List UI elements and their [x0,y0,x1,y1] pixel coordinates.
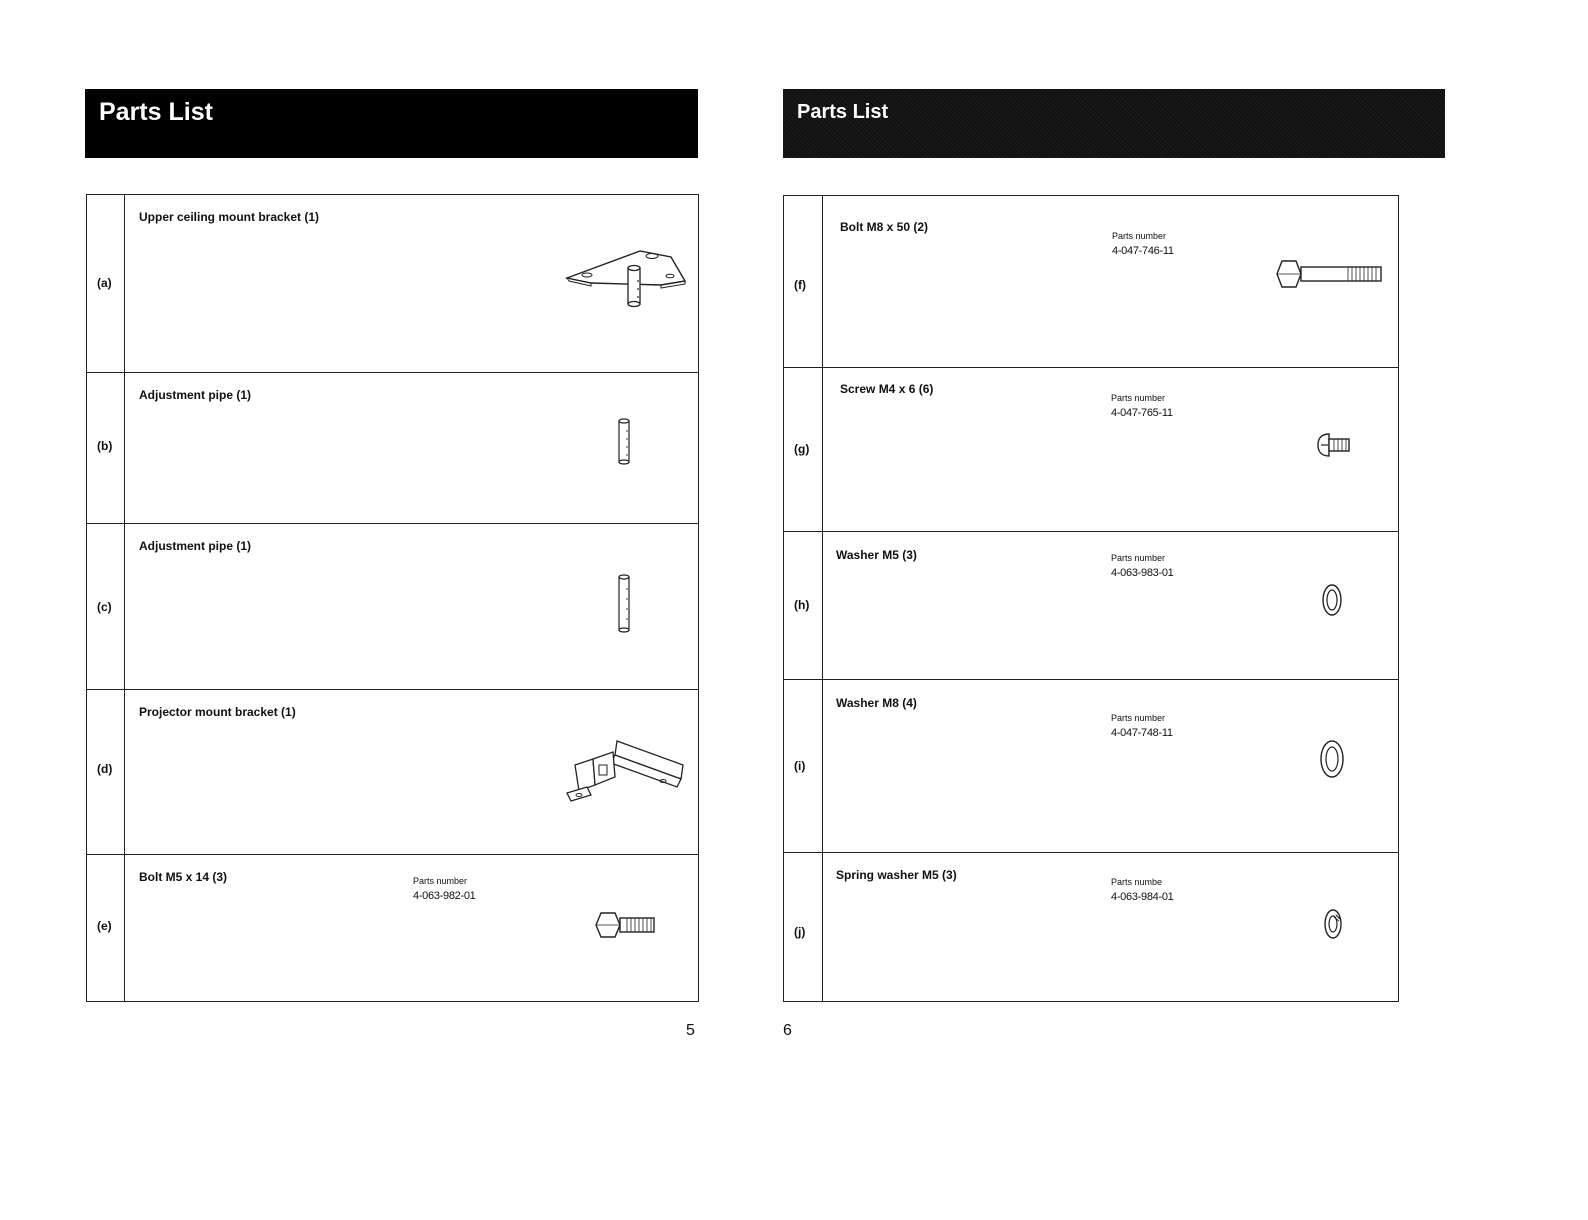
part-row-b [87,372,698,524]
part-row-g [784,367,1398,532]
row-letter: (j) [794,925,806,939]
parts-number-label: Parts number [1112,231,1167,241]
part-name: Upper ceiling mount bracket (1) [139,210,320,224]
part-name: Bolt M5 x 14 (3) [139,870,228,884]
washer-icon [1320,582,1344,618]
part-name: Washer M8 (4) [836,696,917,710]
parts-number-value: 4-047-765-11 [1111,407,1173,419]
page-number-right: 6 [783,1022,792,1039]
right-header-banner [783,89,1445,158]
parts-number-label: Parts number [1111,713,1166,723]
part-name: Spring washer M5 (3) [836,868,957,882]
parts-number-label: Parts number [1111,553,1166,563]
row-letter: (e) [97,919,112,933]
part-row-j [784,852,1398,1004]
parts-number-value: 4-063-982-01 [413,890,476,902]
part-name: Washer M5 (3) [836,548,917,562]
row-letter: (i) [794,759,806,773]
left-header-banner [85,89,698,158]
parts-number-value: 4-063-983-01 [1111,567,1174,579]
screw-icon [1316,432,1352,458]
part-row-a [87,195,698,372]
part-name: Screw M4 x 6 (6) [840,382,934,396]
parts-number-label: Parts numbe [1111,877,1163,887]
parts-number-label: Parts number [413,876,468,886]
part-row-h [784,531,1398,680]
long-bolt-icon [1276,258,1384,290]
washer-icon [1318,738,1346,780]
part-row-i [784,679,1398,853]
row-letter: (b) [97,439,113,453]
right-parts-table [783,195,1399,1002]
bolt-icon [595,909,657,941]
part-row-c [87,523,698,690]
row-letter: (a) [97,276,112,290]
row-letter: (f) [794,278,806,292]
parts-number-value: 4-063-984-01 [1111,891,1174,903]
part-name: Bolt M8 x 50 (2) [840,220,929,234]
part-row-e [87,854,698,1004]
parts-number-value: 4-047-746-11 [1112,245,1174,257]
part-row-d [87,689,698,855]
left-page-title: Parts List [99,98,213,126]
right-page-title: Parts List [797,101,889,123]
part-name: Projector mount bracket (1) [139,705,296,719]
pipe-icon [615,417,635,467]
row-letter: (d) [97,762,113,776]
row-letter: (g) [794,442,810,456]
page-number-left: 5 [686,1022,695,1039]
parts-number-value: 4-047-748-11 [1111,727,1173,739]
part-name: Adjustment pipe (1) [139,539,252,553]
row-letter: (c) [97,600,112,614]
left-parts-table [86,194,699,1002]
spring-washer-icon [1322,907,1344,941]
part-name: Adjustment pipe (1) [139,388,252,402]
ceiling-bracket-icon [565,243,690,313]
row-letter: (h) [794,598,810,612]
projector-bracket-icon [565,735,690,805]
pipe-icon [615,573,635,635]
part-row-f [784,196,1398,367]
parts-number-label: Parts number [1111,393,1166,403]
